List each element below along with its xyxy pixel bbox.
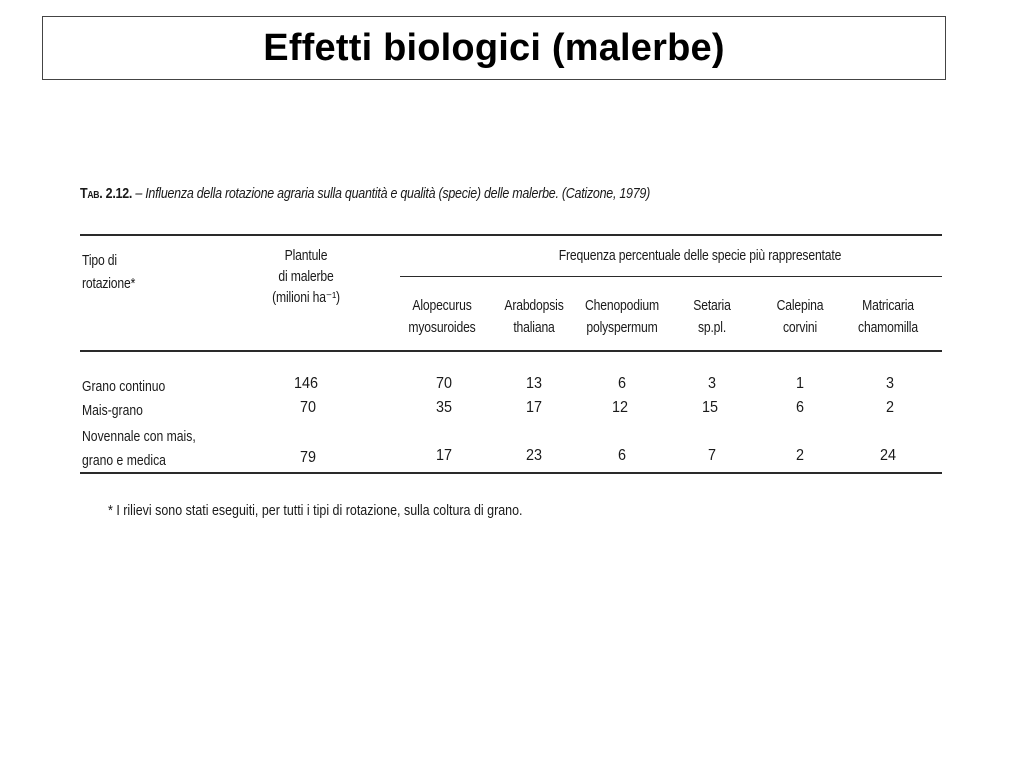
header-species-6-line1: Matricaria bbox=[862, 298, 914, 314]
row-2-value-6: 2 bbox=[885, 399, 895, 416]
row-2-value-4: 15 bbox=[701, 399, 719, 416]
header-species-6-line2: chamomilla bbox=[858, 320, 918, 336]
row-2-label: Mais-grano bbox=[82, 403, 143, 419]
row-3-value-5: 2 bbox=[795, 447, 805, 464]
header-species-3-line1: Chenopodium bbox=[585, 298, 659, 314]
row-3-value-1: 17 bbox=[435, 447, 453, 464]
row-3-label-line2: grano e medica bbox=[82, 453, 166, 469]
header-tipo-line1: Tipo di bbox=[82, 253, 117, 269]
row-1-value-6: 3 bbox=[885, 375, 895, 392]
header-tipo-line2: rotazione* bbox=[82, 276, 136, 292]
row-3-value-3: 6 bbox=[617, 447, 627, 464]
row-1-plantule: 146 bbox=[293, 375, 319, 392]
row-1-value-1: 70 bbox=[435, 375, 453, 392]
row-2-value-1: 35 bbox=[435, 399, 453, 416]
caption-label: Tab. 2.12. bbox=[80, 186, 133, 202]
row-1-value-3: 6 bbox=[617, 375, 627, 392]
header-species-5-line2: corvini bbox=[782, 320, 818, 336]
header-species-2-line2: thaliana bbox=[513, 320, 555, 336]
rule-group bbox=[400, 276, 942, 277]
row-1-value-2: 13 bbox=[525, 375, 543, 392]
slide-title: Effetti biologici (malerbe) bbox=[263, 26, 725, 69]
table-caption bbox=[80, 186, 650, 202]
header-species-1-line1: Alopecurus bbox=[412, 298, 472, 314]
header-plantule-line1: Plantule bbox=[284, 248, 328, 264]
rule-top bbox=[80, 234, 942, 236]
header-species-5-line1: Calepina bbox=[776, 298, 824, 314]
row-2-plantule: 70 bbox=[299, 399, 317, 416]
header-species-2-line1: Arabdopsis bbox=[504, 298, 564, 314]
header-plantule-line3: (milioni ha⁻¹) bbox=[272, 290, 340, 306]
row-1-value-5: 1 bbox=[795, 375, 805, 392]
row-3-value-4: 7 bbox=[707, 447, 717, 464]
header-species-3-line2: polyspermum bbox=[586, 320, 658, 336]
header-species-4-line1: Setaria bbox=[693, 298, 731, 314]
header-species-4-line2: sp.pl. bbox=[697, 320, 727, 336]
row-3-plantule: 79 bbox=[299, 449, 317, 466]
rule-header-bottom bbox=[80, 350, 942, 352]
row-1-label: Grano continuo bbox=[82, 379, 166, 395]
table-footnote: * I rilievi sono stati eseguiti, per tutti i tipi di rotazione, sulla coltura di grano. bbox=[108, 503, 523, 519]
header-species-1-line2: myosuroides bbox=[408, 320, 476, 336]
row-3-value-2: 23 bbox=[525, 447, 543, 464]
caption-text: – Influenza della rotazione agraria sulla quantità e qualità (specie) delle malerbe. (Catizone, 1979) bbox=[132, 186, 650, 202]
row-3-value-6: 24 bbox=[879, 447, 897, 464]
row-3-label-line1: Novennale con mais, bbox=[82, 429, 196, 445]
row-2-value-3: 12 bbox=[611, 399, 629, 416]
header-group: Frequenza percentuale delle specie più rappresentate bbox=[558, 248, 842, 264]
header-plantule-line2: di malerbe bbox=[278, 269, 334, 285]
row-1-value-4: 3 bbox=[707, 375, 717, 392]
row-2-value-5: 6 bbox=[795, 399, 805, 416]
rule-bottom bbox=[80, 472, 942, 474]
row-2-value-2: 17 bbox=[525, 399, 543, 416]
